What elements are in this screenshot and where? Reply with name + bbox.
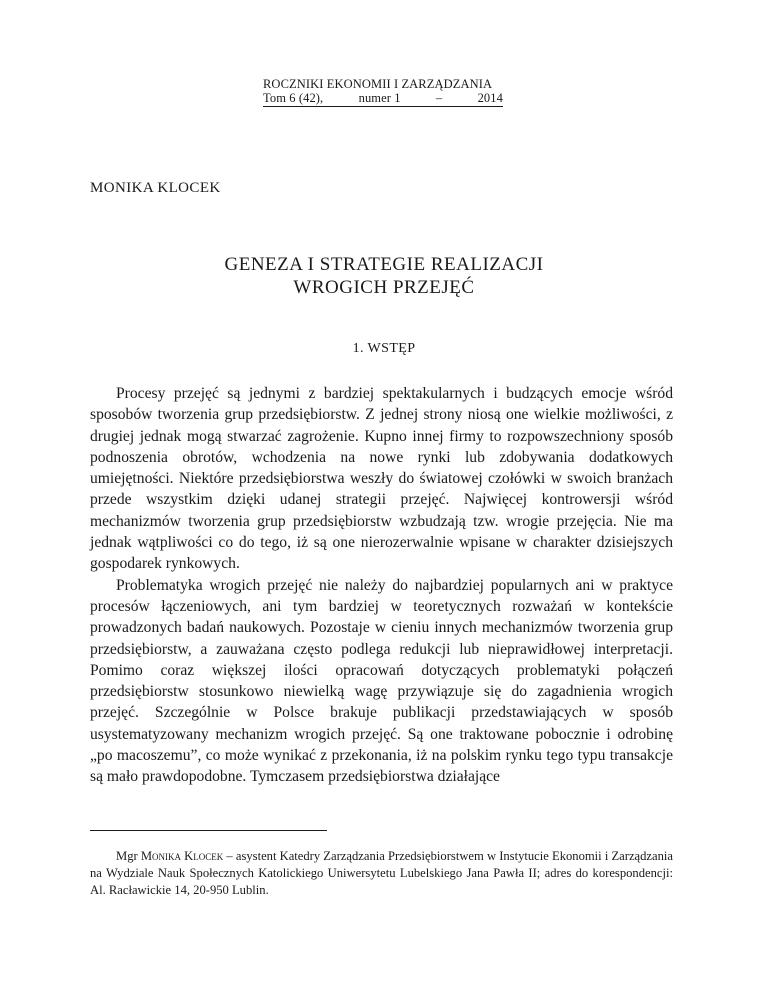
journal-issue-line bbox=[263, 91, 503, 107]
body-paragraph: Procesy przejęć są jednymi z bardziej spektakularnych i budzących emocje wśród sposobów tworzenia grup przedsiębiorstw. Z jednej strony niosą one wielkie możliwości, z drugiej jednak mogą stwarzać zagrożenie. Kupno innej firmy to rozpowszechniony sposób podnoszenia obrotów, wchodzenia na nowe rynki lub zdobywania dodatkowych umiejętności. Niektóre przedsiębiorstwa weszły do światowej czołówki w swoich branżach przede wszystkim dzięki udanej strategii przejęć. Najwięcej kontrowersji wśród mechanizmów tworzenia grup przedsiębiorstw wzbudzają tzw. wrogie przejęcia. Nie ma jednak wątpliwości co do tego, iż są one nierozerwalnie wpisane w charakter dzisiejszych gospodarek rynkowych. bbox=[90, 385, 673, 573]
author-name: MONIKA KLOCEK bbox=[90, 180, 221, 196]
body-paragraph: Problematyka wrogich przejęć nie należy do najbardziej popularnych ani w praktyce procesów łączeniowych, ani tym bardziej w teoretycznych rozważań w kontekście prowadzonych badań naukowych. Pozostaje w cieniu innych mechanizmów tworzenia grup przedsiębiorstw, a zauważana często podlega redukcji lub nieprawidłowej interpretacji. Pomimo coraz większej ilości opracowań dotyczących problematyki połączeń przedsiębiorstw stosunkowo niewielką wagę przywiązuje się do zagadnienia wrogich przejęć. Szczególnie w Polsce brakuje publikacji przedstawiających w sposób usystematyzowany mechanizm wrogich przejęć. Są one traktowane pobocznie i odrobinę „po macoszemu”, co może wynikać z przekonania, iż na polskim rynku tego typu transakcje są mało prawdopodobne. Tymczasem przedsiębiorstwa działające bbox=[90, 576, 673, 786]
footnote-prefix: Mgr bbox=[116, 849, 141, 863]
footnote-text: – asystent Katedry Zarządzania Przedsiębiorstwem w Instytucie Ekonomii i Zarządzania na Wydziale Nauk Społecznych Katolickiego Uniwersytetu Lubelskiego Jana Pawła II; adres do korespondencji: Al. Racławickie 14, 20-950 Lublin. bbox=[90, 849, 673, 897]
author-footnote bbox=[90, 848, 673, 899]
year-label: 2014 bbox=[477, 91, 503, 105]
section-heading: 1. WSTĘP bbox=[352, 341, 416, 356]
article-title bbox=[0, 253, 768, 299]
issue-dash: – bbox=[435, 91, 443, 105]
article-body bbox=[90, 383, 673, 788]
footnote-author-name: Monika Klocek bbox=[140, 849, 224, 863]
journal-masthead bbox=[263, 77, 503, 107]
number-label: numer 1 bbox=[358, 91, 401, 105]
journal-name: ROCZNIKI EKONOMII I ZARZĄDZANIA bbox=[263, 77, 493, 91]
title-line-2: WROGICH PRZEJĘĆ bbox=[293, 277, 475, 298]
footnote-separator bbox=[90, 830, 327, 831]
volume-label: Tom 6 (42), bbox=[263, 91, 324, 105]
title-line-1: GENEZA I STRATEGIE REALIZACJI bbox=[224, 254, 544, 275]
